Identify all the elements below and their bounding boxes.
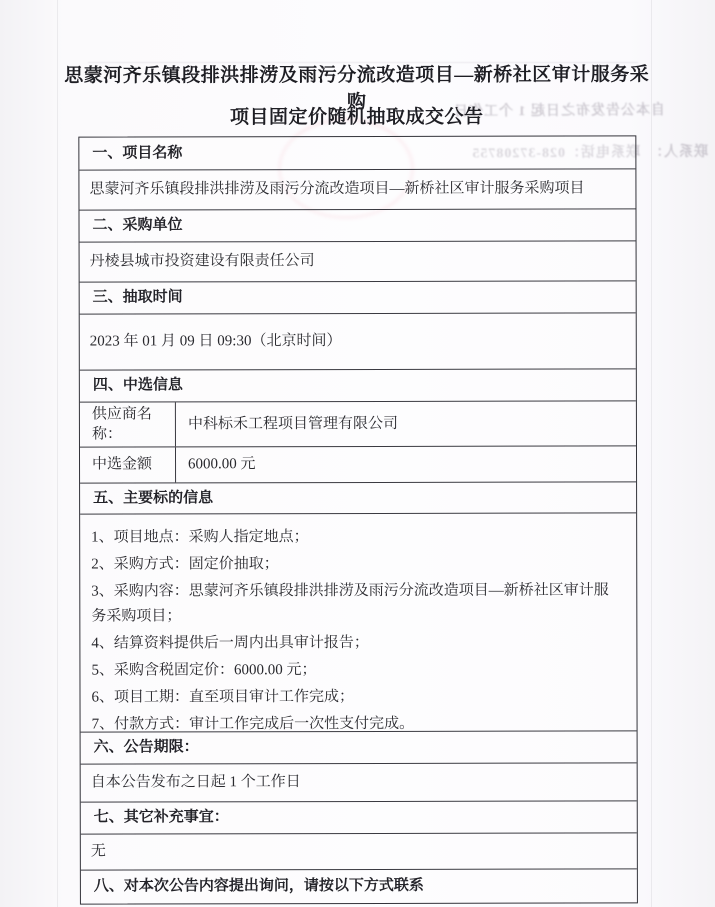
section-header-row [79, 208, 635, 241]
label-value-row [80, 400, 636, 446]
row-label-cell [80, 402, 176, 446]
bleed-through-text: 自本公告发布之日起 1 个工作日 [452, 103, 666, 120]
row-value-text: 中科标禾工程项目管理有限公司 [187, 415, 398, 433]
announcement-table [78, 135, 638, 904]
label-value-row [80, 445, 636, 482]
section-header-row [79, 136, 635, 169]
cell-text: 2023 年 01 月 09 日 09:30（北京时间） [89, 333, 342, 350]
cell-text: 自本公告发布之日起 1 个工作日 [90, 774, 301, 791]
section-header-text: 二、采购单位 [92, 217, 183, 234]
row-value-cell [176, 446, 636, 482]
value-row [81, 832, 637, 869]
section-header-text: 三、抽取时间 [92, 289, 183, 306]
section-header-text: 八、对本次公告内容提出询问，请按以下方式联系 [93, 878, 424, 895]
row-label-cell [80, 447, 176, 482]
section-header-row [81, 800, 637, 833]
row-value-text: 6000.00 元 [188, 456, 256, 473]
cell-text: 无 [90, 843, 106, 860]
detail-list-item: 6、项目工期：直至项目审计工作完成； [91, 689, 355, 706]
row-value-cell [176, 401, 636, 446]
value-row [79, 168, 635, 209]
section-header-text: 六、公告期限： [93, 739, 199, 756]
details-list-row [80, 512, 636, 731]
section-header-text: 七、其它补充事宜： [93, 809, 229, 826]
section-header-text: 五、主要标的信息 [93, 490, 214, 507]
value-row [80, 240, 636, 281]
detail-list-item: 4、结算资料提供后一周内出具审计报告； [91, 634, 369, 652]
document-title-line-2: 项目固定价随机抽取成交公告 [230, 106, 484, 129]
section-header-text: 四、中选信息 [92, 377, 183, 394]
section-header-row [80, 280, 636, 313]
section-header-row [81, 868, 637, 903]
value-row [80, 312, 636, 369]
section-header-text: 一、项目名称 [92, 145, 183, 162]
detail-list-item: 7、付款方式：审计工作完成后一次性支付完成。 [91, 715, 415, 733]
row-label-text: 中选金额 [92, 456, 153, 473]
cell-text: 丹棱县城市投资建设有限责任公司 [89, 253, 315, 270]
detail-list-item: 3、采购内容：思蒙河齐乐镇段排洪排涝及雨污分流改造项目—新桥社区审计服务采购项目； [91, 582, 609, 625]
detail-list-item: 5、采购含税固定价：6000.00 元； [91, 662, 317, 679]
detail-list-item: 2、采购方式：固定价抽取； [91, 556, 279, 573]
row-label-text: 供应商名称： [91, 406, 152, 443]
detail-list-item: 1、项目地点：采购人指定地点； [91, 529, 309, 546]
cell-text: 思蒙河齐乐镇段排洪排涝及雨污分流改造项目—新桥社区审计服务采购项目 [89, 180, 585, 198]
section-header-row [80, 368, 636, 401]
section-header-row [80, 481, 636, 513]
value-row [81, 762, 637, 801]
document-title-line-1: 思蒙河齐乐镇段排洪排涝及雨污分流改造项目—新桥社区审计服务采购 [64, 64, 650, 114]
bleed-through-text: 联系人： 联系电话：028-37208755 [471, 144, 709, 162]
